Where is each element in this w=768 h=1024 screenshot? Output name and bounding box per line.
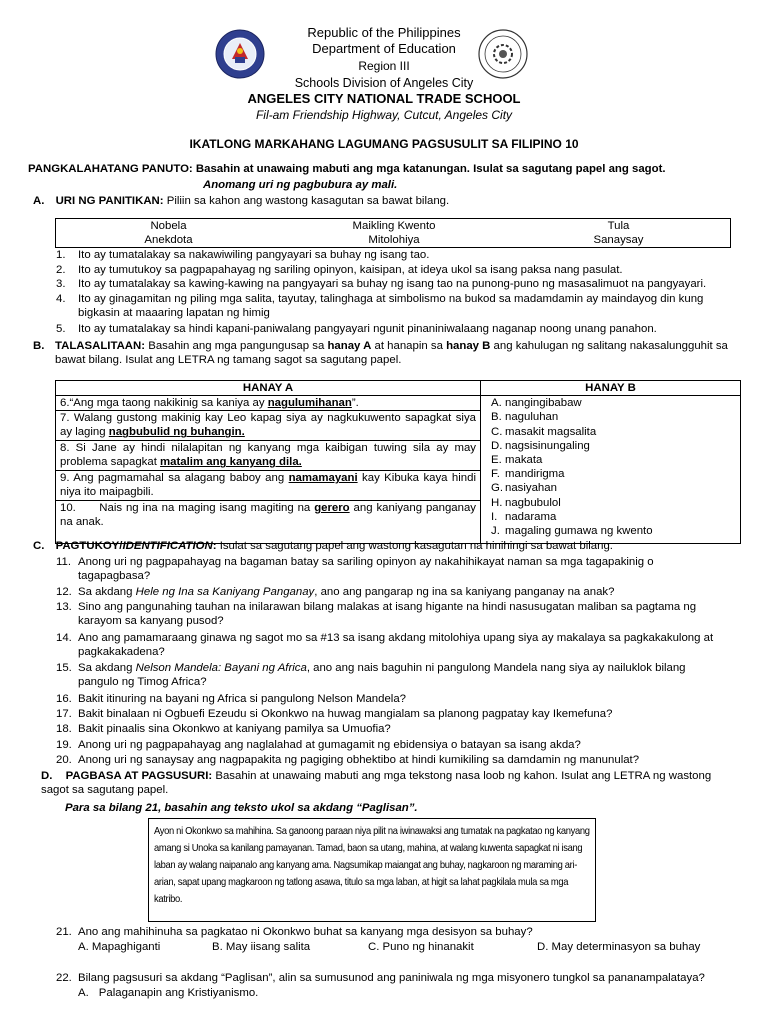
section-b-heading: TALASALITAAN: Basahin ang mga pangungusap sa hanay A at hanapin sa hanay B ang kahulugan ng salitang nakasalungguhit sa bawat bilang. Isulat ang LETRA ng tamang sagot sa sagutang papel. [55, 340, 728, 367]
hanay-b-header: HANAY B [481, 381, 741, 396]
hanay-a-item-10: 10. Nais ng ina na maging isang magiting na gerero ang kaniyang panganay na anak. [60, 502, 477, 529]
section-d-note: Para sa bilang 21, basahin ang teksto ukol sa akdang “Paglisan”. [65, 802, 418, 814]
choice-tula: Tula [607, 220, 630, 232]
section-d-heading: D. PAGBASA AT PAGSUSURI: Basahin at unawaing mabuti ang mga tekstong nasa loob ng kahon. Isulat ang LETRA ng wastong sagot sa sagutang papel. [41, 770, 712, 797]
hanay-a-item-8: 8. Si Jane ay hindi nilalapitan ng kanyang mga kaibigan tuwing sila ay may problema sapagkat matalim ang kanyang dila. [56, 441, 480, 471]
hanay-b-option-d: D. nagsisinungaling [491, 439, 590, 452]
header-division: Schools Division of Angeles City [294, 76, 474, 90]
hanay-b-option-e: E. makata [491, 454, 543, 467]
passage-line: amang si Unoka sa kanilang pamayanan. Tamad, baon sa utang, mahina, at walang kuwenta sapagkat ni isang [154, 843, 583, 854]
section-c-items: 11. Anong uri ng pagpapahayag na bagaman batay sa sariling opinyon ay nakahihikayat naman sa mga tagapakinig o tagapagbasa? 12. Sa akdang Hele ng Ina sa Kaniyang Panganay, ano ang pangarap ng ina sa kaniyang panganay na anak? 13. Sino ang pangunahing tauhan na inilarawan bilang malakas at isang higante na hindi nasusugatan maliban sa pagtama ng karayom sa kanyang pusod? 14. Ano ang pamamaraang ginawa ng sagot mo sa #13 sa isang akdang mitolohiya upang siya ay makalaya sa pagkakakulong at pagkakakadena? 15. Sa akdang Nelson Mandela: Bayani ng Africa, ano ang nais baguhin ni pangulong Mandela nang siya ay nailuklok bilang pangulo ng Timog Africa? 16. Bakit itinuring na bayani ng Africa si pangulong Nelson Mandela? 17. Bakit binalaan ni Ogbuefi Ezeudu si Okonkwo na huwag mangialam sa planong pagpatay kay Ikemefuna? 18. Bakit pinaalis sina Okonkwo at kaniyang pamilya sa Umuofia? 19. Anong uri ng pagpapahayag ang naglalahad at gumagamit ng ebidensiya o batayan sa isang akda? 20. Anong uri ng sanaysay ang nagpapakita ng pagiging obhektibo at hindi kumikiling sa damdamin ng manunulat? [56, 556, 714, 766]
general-label: PANGKALAHATANG PANUTO: [28, 163, 193, 175]
hanay-b-option-b: B. naguluhan [491, 411, 559, 424]
header-address: Fil-am Friendship Highway, Cutcut, Angeles City [255, 108, 513, 122]
q21-choice-a: A. Mapaghiganti [78, 941, 161, 953]
section-a-heading [33, 194, 733, 208]
hanay-b-option-h: H. nagbubulol [491, 496, 561, 509]
passage-box [148, 818, 596, 922]
passage-line: laban ay walang naipanalo ang kanyang ama. Nagsumikap maiangat ang buhay, nagkaroon ng maraming ari- [154, 860, 578, 871]
literature-choices-box [55, 218, 731, 248]
header-department: Department of Education [312, 41, 456, 56]
exam-title: IKATLONG MARKAHANG LAGUMANG PAGSUSULIT SA FILIPINO 10 [189, 137, 579, 151]
header-school: ANGELES CITY NATIONAL TRADE SCHOOL [247, 91, 521, 106]
q21-choice-c: C. Puno ng hinanakit [368, 941, 474, 953]
passage-line: arian, sapat upang magkaroon ng tatlong asawa, titulo sa mga laban, at higit sa lahat pagkilala mula sa mga [154, 877, 569, 888]
hanay-b-option-f: F. mandirigma [491, 468, 565, 481]
q21-choice-d: D. May determinasyon sa buhay [537, 941, 701, 953]
section-a-label: URI NG PANITIKAN: [55, 195, 164, 207]
section-a-text: Piliin sa kahon ang wastong kasagutan sa bawat bilang. [163, 195, 450, 207]
question-21: 21. Ano ang mahihinuha sa pagkatao ni Okonkwo buhat sa kanyang mga desisyon sa buhay? [56, 926, 533, 938]
choice-maikling-kwento: Maikling Kwento [352, 220, 436, 232]
q21-choice-b: B. May iisang salita [212, 941, 311, 953]
q22-choice-a: A. Palaganapin ang Kristiyanismo. [78, 987, 259, 999]
hanay-table [55, 380, 741, 544]
hanay-a-item-9: 9. Ang pagmamahal sa alagang baboy ang namamayani kay Kibuka kaya hindi niya ito maipagbili. [56, 471, 480, 501]
section-c-heading: C. PAGTUKOY/IDENTIFICATION: Isulat sa sagutang papel ang wastong kasagutan na hinihingi sa bawat bilang. [33, 540, 613, 552]
passage-line: katribo. [154, 894, 183, 905]
hanay-b-option-g: G. nasiyahan [491, 482, 557, 495]
choice-nobela: Nobela [150, 220, 187, 232]
hanay-b-option-c: C. masakit magsalita [491, 425, 597, 438]
passage-line: Ayon ni Okonkwo sa mahihina. Sa ganoong paraan niya pilit na iwinawaksi ang tumatak na pagkatao ng kanyang [154, 826, 590, 837]
section-a-items: 1. Ito ay tumatalakay sa nakawiwiling pangyayari sa buhay ng isang tao. 2. Ito ay tumutukoy sa pagpapahayag ng sariling opinyon, kaisipan, at ideya ukol sa isang paksa nang pasulat. 3. Ito ay tumatalakay sa kawing-kawing na pangyayari sa buhay ng isang tao na punong-puno ng masasalimuot na pangyayari. 4. Ito ay ginagamitan ng piling mga salita, tayutay, talinghaga at simbolismo na bukod sa madamdamin ay maindayog din kung bigkasin at maaaring lapatan ng himig 5. Ito ay tumatalakay sa hindi kapani-paniwalang pangyayari ngunit pinaniniwalaang naganap noong unang panahon. [56, 249, 707, 335]
hanay-a-item-6: 6.“Ang mga taong nakikinig sa kaniya ay nagulumihanan”. [56, 396, 480, 411]
hanay-b-option-a: A. nangingibabaw [491, 397, 582, 410]
general-text: Basahin at unawaing mabuti ang mga katanungan. Isulat sa sagutang papel ang sagot. [192, 163, 666, 175]
header-republic: Republic of the Philippines [307, 25, 461, 40]
header-region: Region III [358, 59, 410, 73]
hanay-b-option-i: I. nadarama [491, 510, 557, 523]
question-22: 22. Bilang pagsusuri sa akdang “Paglisan”, alin sa sumusunod ang paniniwala ng mga misyonero tungkol sa pananampalataya? [56, 972, 705, 984]
section-a-letter: A. [33, 195, 45, 207]
section-b-letter: B. [33, 340, 45, 352]
general-note: Anomang uri ng pagbubura ay mali. [203, 179, 398, 191]
hanay-a-item-7: 7. Walang gustong makinig kay Leo kapag siya ay nagkukuwento sapagkat siya ay laging nagbubulid ng buhangin. [56, 411, 480, 441]
hanay-b-option-j: J. magaling gumawa ng kwento [491, 525, 653, 538]
choice-sanaysay: Sanaysay [593, 234, 644, 247]
general-directions [28, 162, 748, 176]
choice-anekdota: Anekdota [144, 234, 193, 247]
hanay-a-header: HANAY A [56, 381, 481, 396]
choice-mitolohiya: Mitolohiya [368, 234, 420, 247]
